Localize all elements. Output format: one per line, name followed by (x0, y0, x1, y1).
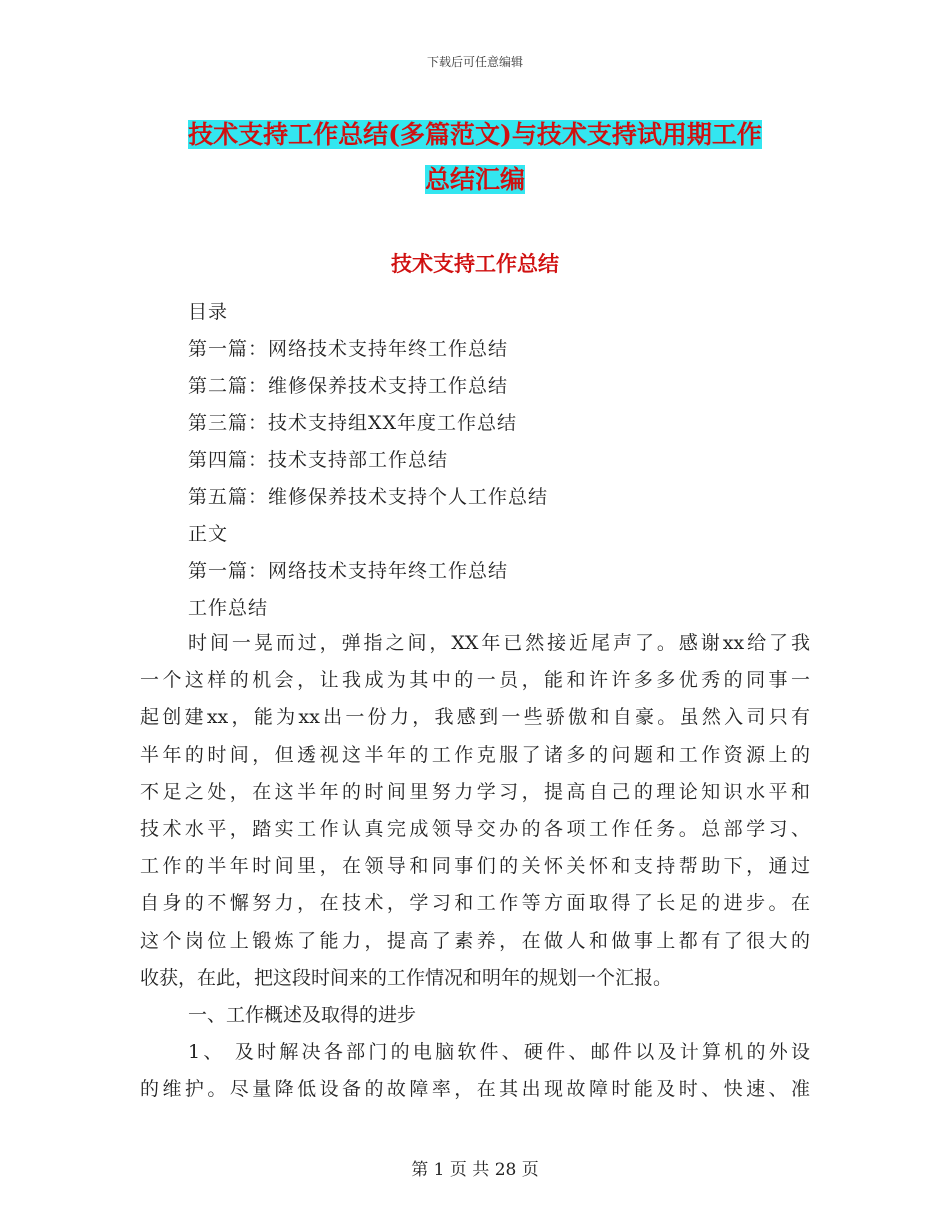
paragraph-1-line: 技术水平，踏实工作认真完成领导交办的各项工作任务。总部学习、 (140, 818, 810, 841)
paragraph-1-line: 时间一晃而过，弹指之间，XX年已然接近尾声了。感谢xx给了我 (188, 632, 810, 654)
paragraph-1-line: 这个岗位上锻炼了能力，提高了素养，在做人和做事上都有了很大的 (140, 929, 810, 952)
header-note: 下载后可任意编辑 (426, 55, 523, 69)
paragraph-1-line: 不足之处，在这半年的时间里努力学习，提高自己的理论知识水平和 (140, 780, 810, 803)
paragraph-1-line: 起创建xx，能为xx出一份力，我感到一些骄傲和自豪。虽然入司只有 (140, 706, 810, 729)
section-title: 技术支持工作总结 (391, 251, 559, 276)
toc-item-5: 第五篇：维修保养技术支持个人工作总结 (188, 486, 549, 508)
paragraph-1-line: 自身的不懈努力，在技术，学习和工作等方面取得了长足的进步。在 (140, 892, 810, 915)
paragraph-1-line: 半年的时间，但透视这半年的工作克服了诸多的问题和工作资源上的 (140, 743, 810, 766)
toc-item-3: 第三篇：技术支持组XX年度工作总结 (188, 412, 518, 434)
toc-heading: 目录 (188, 301, 229, 323)
paragraph-2-line: 1、 及时解决各部门的电脑软件、硬件、邮件以及计算机的外设 (188, 1041, 810, 1063)
work-summary-heading: 工作总结 (188, 597, 269, 619)
chapter-title: 第一篇：网络技术支持年终工作总结 (188, 560, 509, 582)
body-heading: 正文 (188, 523, 229, 545)
paragraph-2-line: 的维护。尽量降低设备的故障率，在其出现故障时能及时、快速、准 (140, 1078, 810, 1101)
paragraph-1-line: 工作的半年时间里，在领导和同事们的关怀关怀和支持帮助下，通过 (140, 855, 810, 878)
toc-item-1: 第一篇：网络技术支持年终工作总结 (188, 338, 509, 360)
document-title-line1: 技术支持工作总结(多篇范文)与技术支持试用期工作 (188, 120, 762, 149)
paragraph-1-line: 一个这样的机会，让我成为其中的一员，能和许许多多优秀的同事一 (140, 669, 810, 692)
section-subheading: 一、工作概述及取得的进步 (188, 1004, 417, 1026)
paragraph-2 (140, 1034, 810, 1108)
page-footer: 第 1 页 共 28 页 (411, 1160, 539, 1180)
paragraph-1-line: 收获，在此，把这段时间来的工作情况和明年的规划一个汇报。 (140, 966, 673, 989)
toc-item-2: 第二篇：维修保养技术支持工作总结 (188, 375, 509, 397)
document-title (140, 112, 810, 202)
document-title-line2: 总结汇编 (424, 165, 525, 194)
toc-item-4: 第四篇：技术支持部工作总结 (188, 449, 449, 471)
paragraph-1 (140, 625, 810, 997)
